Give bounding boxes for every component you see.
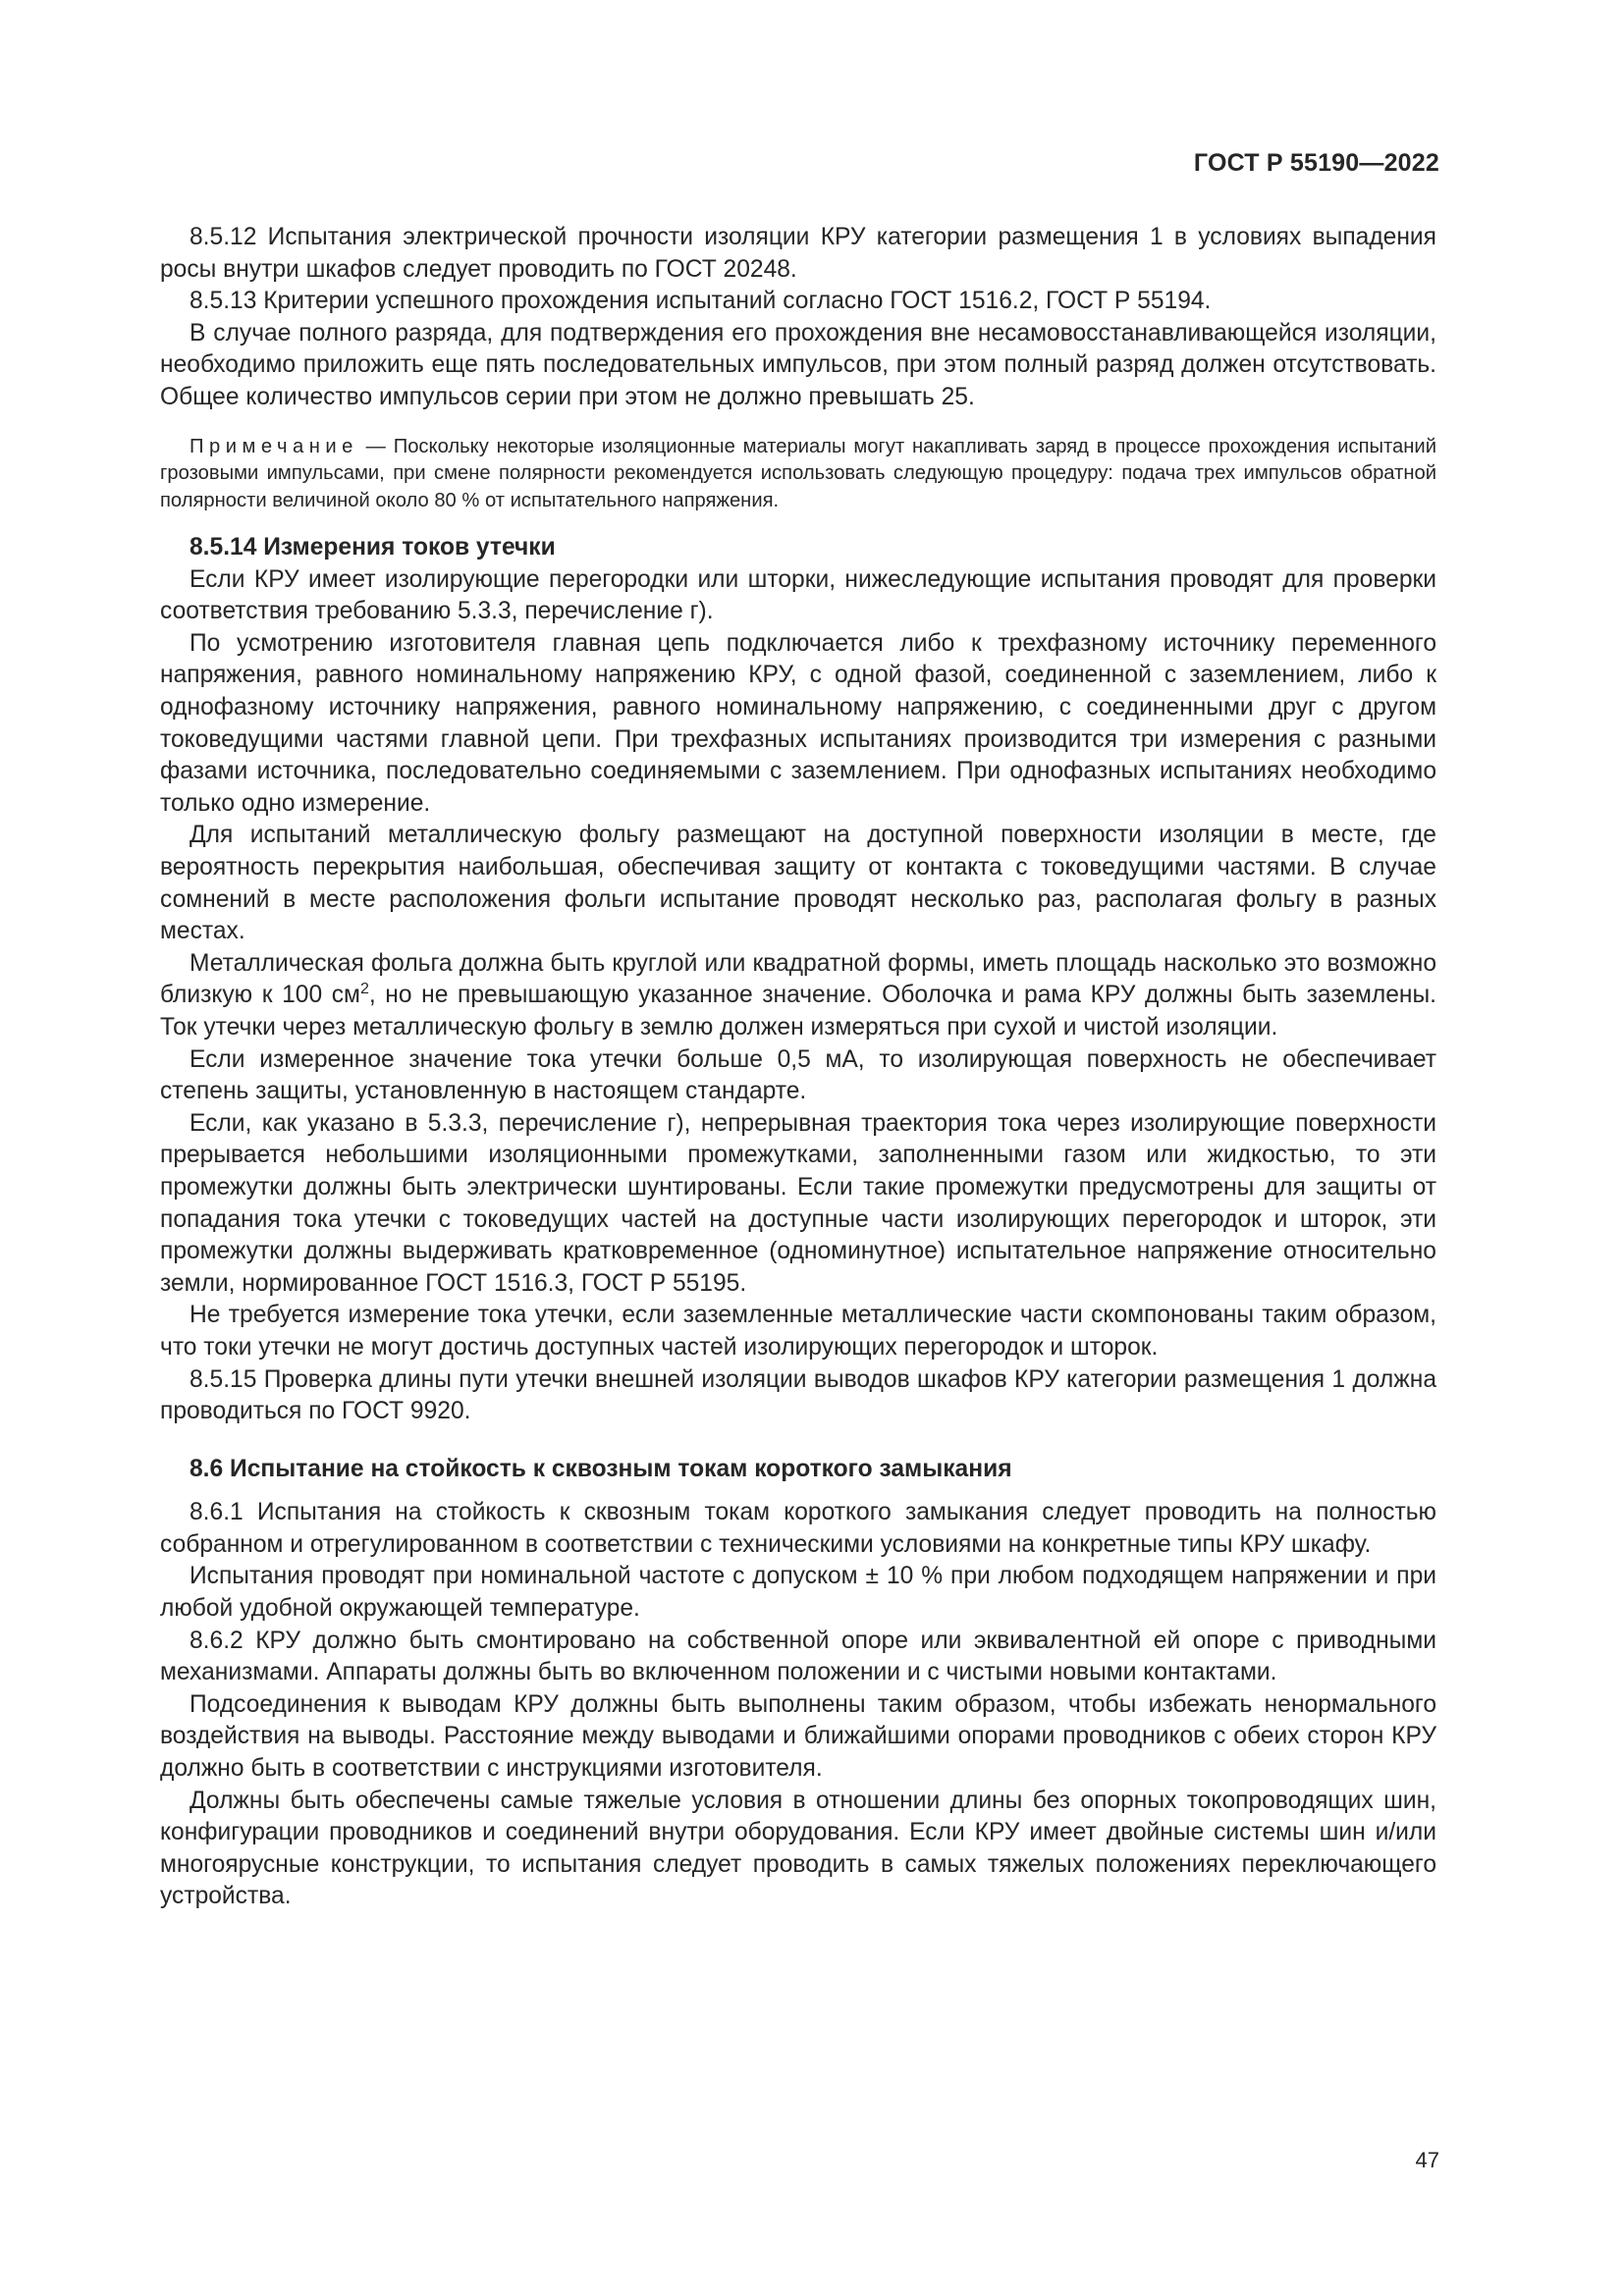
heading-8-5-14: 8.5.14 Измерения токов утечки bbox=[189, 534, 556, 561]
paragraph-insulating-barriers: Если КРУ имеет изолирующие перегородки или шторки, нижеследующие испытания проводят для проверки соответствия требованию 5.3.3, перечисление г). bbox=[160, 565, 1436, 625]
paragraph-full-discharge: В случае полного разряда, для подтверждения его прохождения вне несамовосстанавливающейся изоляции, необходимо приложить еще пять последовательных импульсов, при этом полный разряд должен отсутствовать. Общее количество импульсов серии при этом не должно превышать 25. bbox=[160, 319, 1436, 410]
note bbox=[160, 434, 1436, 515]
paragraph-8-5-12: 8.5.12 Испытания электрической прочности изоляции КРУ категории размещения 1 в условиях выпадения росы внутри шкафов следует проводить по ГОСТ 20248. bbox=[160, 224, 1436, 283]
paragraph-8-5-13: 8.5.13 Критерии успешного прохождения испытаний согласно ГОСТ 1516.2, ГОСТ Р 55194. bbox=[189, 288, 1212, 315]
paragraph-connections: Подсоединения к выводам КРУ должны быть выполнены таким образом, чтобы избежать ненормального воздействия на выводы. Расстояние между выводами и ближайшими опорами проводников с обеих сторон КРУ должно быть в соответствии с инструкциями изготовителя. bbox=[160, 1690, 1436, 1783]
paragraph-metal-foil-shape: Металлическая фольга должна быть круглой или квадратной формы, иметь площадь насколько это возможно близкую к 100 $см^2$, но не превышающую указанное значение. Оболочка и рама КРУ должны быть заземлены. Ток утечки через металлическую фольгу в землю должен измеряться при сухой и чистой изоляции. bbox=[160, 949, 1436, 1041]
paragraph-leakage-value: Если измеренное значение тока утечки больше 0,5 мА, то изолирующая поверхность не обеспечивает степень защиты, установленную в настоящем стандарте. bbox=[160, 1045, 1436, 1105]
paragraph-8-6-1: 8.6.1 Испытания на стойкость к сквозным токам короткого замыкания следует проводить на полностью собранном и отрегулированном в соответствии с техническими условиями на конкретные типы КРУ шкафу. bbox=[160, 1499, 1436, 1558]
heading-8-6: 8.6 Испытание на стойкость к сквозным токам короткого замыкания bbox=[189, 1455, 1012, 1482]
paragraph-no-measurement: Не требуется измерение тока утечки, если заземленные металлические части скомпонованы таким образом, что токи утечки не могут достичь доступных частей изолирующих перегородок и шторок. bbox=[160, 1302, 1436, 1361]
paragraph-main-circuit: По усмотрению изготовителя главная цепь подключается либо к трехфазному источнику переменного напряжения, равного номинальному напряжению КРУ, с одной фазой, соединенной с заземлением, либо к однофазному источнику напряжения, равного номинальному напряжению, с соединенными друг с другом токоведущими частями главной цепи. При трехфазных испытаниях производится три измерения с разными фазами источника, последовательно соединяемыми с заземлением. При однофазных испытаниях необходимо только одно измерение. bbox=[160, 629, 1436, 817]
paragraph-gaps: Если, как указано в 5.3.3, перечисление г), непрерывная траектория тока через изолирующие поверхности прерывается небольшими изоляционными промежутками, заполненными газом или жидкостью, то эти промежутки должны быть электрически шунтированы. Если такие промежутки предусмотрены для защиты от попадания тока утечки с токоведущих частей на доступные части изолирующих перегородок и шторок, эти промежутки должны выдерживать кратковременное (одноминутное) испытательное напряжение относительно земли, нормированное ГОСТ 1516.3, ГОСТ Р 55195. bbox=[160, 1109, 1436, 1297]
paragraph-heavy-conditions: Должны быть обеспечены самые тяжелые условия в отношении длины без опорных токопроводящих шин, конфигурации проводников и соединений внутри оборудования. Если КРУ имеет двойные системы шин и/или многоярусные конструкции, то испытания следует проводить в самых тяжелых положениях переключающего устройства. bbox=[160, 1787, 1436, 1910]
document-header: ГОСТ Р 55190—2022 bbox=[1193, 149, 1439, 177]
paragraph-8-6-2: 8.6.2 КРУ должно быть смонтировано на собственной опоре или эквивалентной ей опоре с приводными механизмами. Аппараты должны быть во включенном положении и с чистыми новыми контактами. bbox=[160, 1627, 1436, 1686]
paragraph-8-5-15: 8.5.15 Проверка длины пути утечки внешней изоляции выводов шкафов КРУ категории размещения 1 должна проводиться по ГОСТ 9920. bbox=[160, 1365, 1436, 1425]
note-text: — Поскольку некоторые изоляционные материалы могут накапливать заряд в процессе прохождения испытаний грозовыми импульсами, при смене полярности рекомендуется использовать следующую процедуру: подача трех импульсов обратной полярности величиной около 80 % от испытательного напряжения. bbox=[160, 435, 1436, 511]
paragraph-metal-foil-placement: Для испытаний металлическую фольгу размещают на доступной поверхности изоляции в месте, где вероятность перекрытия наибольшая, обеспечивая защиту от контакта с токоведущими частями. В случае сомнений в месте расположения фольги испытание проводят несколько раз, располагая фольгу в разных местах. bbox=[160, 822, 1436, 945]
page-number: 47 bbox=[1415, 2148, 1439, 2172]
paragraph-frequency: Испытания проводят при номинальной частоте с допуском ± 10 % при любом подходящем напряжении и при любой удобной окружающей температуре. bbox=[160, 1563, 1436, 1623]
document-body bbox=[160, 222, 1436, 1913]
note-label: Примечание bbox=[189, 435, 358, 457]
